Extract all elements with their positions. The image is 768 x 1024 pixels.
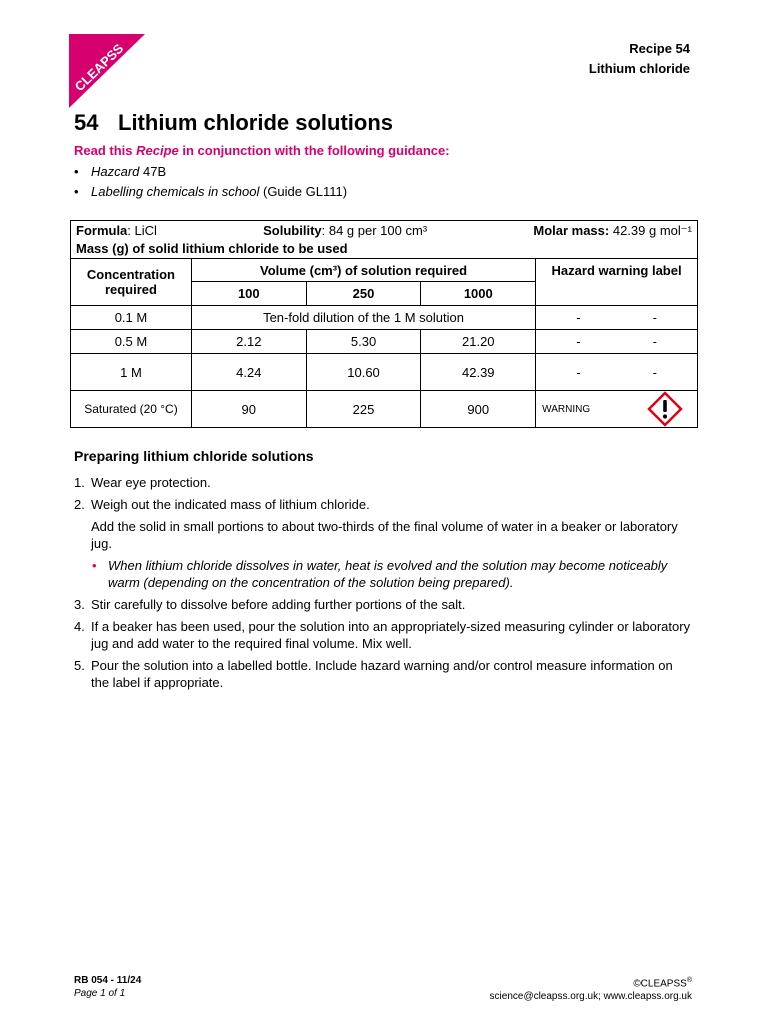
exclamation-hazard-icon [647, 391, 683, 427]
table-row [71, 354, 698, 391]
mass-cell: 4.24 [191, 354, 306, 391]
column-header-hazard: Hazard warning label [536, 259, 698, 306]
logo-text: CLEAPSS [71, 40, 127, 95]
hazard-cell [536, 391, 698, 428]
table-row [71, 391, 698, 428]
molar-mass: Molar mass: 42.39 g mol⁻¹ [533, 223, 692, 238]
step-1: 1. Wear eye protection. [74, 475, 211, 490]
recipe-subject: Lithium chloride [588, 61, 690, 76]
cleapss-logo [69, 34, 145, 108]
page-title [74, 110, 393, 136]
reference-title: Hazcard [91, 164, 140, 179]
copyright: ©CLEAPSS® [633, 977, 692, 990]
guidance-suffix: in conjunction with the following guidance: [178, 143, 450, 158]
recipe-number: Recipe 54 [629, 41, 690, 56]
column-header-concentration: Concentration required [71, 259, 192, 306]
step-5: 5. Pour the solution into a labelled bottle. Include hazard warning and/or control measure information on the label if appropriate. [74, 658, 673, 690]
footer-right [490, 974, 692, 1003]
guidance-recipe-word: Recipe [136, 143, 179, 158]
reference-title: Labelling chemicals in school [91, 184, 260, 199]
document-code: RB 054 - 11/24 [74, 975, 142, 986]
substance-info [76, 221, 692, 241]
merged-cell: Ten-fold dilution of the 1 M solution [191, 306, 535, 330]
mass-cell: 90 [191, 391, 306, 428]
table-header-row [71, 259, 698, 282]
guidance-references [74, 162, 347, 202]
table-row [71, 306, 698, 330]
solution-table [70, 220, 698, 428]
step-2-detail: Add the solid in small portions to about two-thirds of the final volume of water in a beaker or laboratory jug. [91, 519, 678, 551]
mass-heading: Mass (g) of solid lithium chloride to be used [76, 241, 348, 256]
footer-left [74, 974, 141, 1000]
reference-code: 47B [139, 164, 167, 179]
table-info-row [71, 221, 698, 259]
step-4: 4. If a beaker has been used, pour the solution into an appropriately-sized measuring cylinder or laboratory jug and add water to the required final volume. Mix well. [74, 619, 691, 651]
step-3: 3. Stir carefully to dissolve before adding further portions of the salt. [74, 597, 466, 612]
guidance-line [74, 143, 450, 158]
reference-item [74, 162, 347, 182]
concentration-cell: Saturated (20 °C) [71, 391, 192, 428]
volume-250: 250 [306, 282, 421, 306]
mass-cell: 900 [421, 391, 536, 428]
guidance-prefix: Read this [74, 143, 137, 158]
reference-item [74, 182, 347, 202]
recipe-header [589, 39, 690, 79]
concentration-cell: 0.1 M [71, 306, 192, 330]
step-2: 2. Weigh out the indicated mass of lithium chloride. [74, 497, 370, 512]
hazard-cell: - - [536, 306, 698, 330]
title-number: 54 [74, 110, 99, 135]
solubility: Solubility: 84 g per 100 cm³ [263, 223, 428, 238]
hazard-cell: - - [536, 330, 698, 354]
concentration-cell: 0.5 M [71, 330, 192, 354]
contact-links[interactable]: science@cleapss.org.uk; www.cleapss.org.uk [489, 991, 692, 1003]
warning-signal-word: WARNING [542, 403, 591, 415]
mass-cell: 225 [306, 391, 421, 428]
volume-100: 100 [191, 282, 306, 306]
column-header-volume: Volume (cm³) of solution required [191, 259, 535, 282]
procedure-steps [74, 474, 694, 696]
step-2-note: • When lithium chloride dissolves in water, heat is evolved and the solution may become noticeably warm (depending on the concentration of the solution being prepared). [74, 557, 694, 591]
volume-1000: 1000 [421, 282, 536, 306]
mass-cell: 2.12 [191, 330, 306, 354]
table-row [71, 330, 698, 354]
formula: Formula: LiCl [76, 223, 157, 238]
reference-code: (Guide GL111) [259, 184, 348, 199]
mass-cell: 10.60 [306, 354, 421, 391]
section-heading: Preparing lithium chloride solutions [74, 448, 314, 464]
mass-cell: 5.30 [306, 330, 421, 354]
title-text: Lithium chloride solutions [118, 110, 393, 135]
mass-cell: 42.39 [421, 354, 536, 391]
concentration-cell: 1 M [71, 354, 192, 391]
page-number: Page 1 of 1 [74, 988, 126, 999]
mass-cell: 21.20 [421, 330, 536, 354]
hazard-cell: - - [536, 354, 698, 391]
